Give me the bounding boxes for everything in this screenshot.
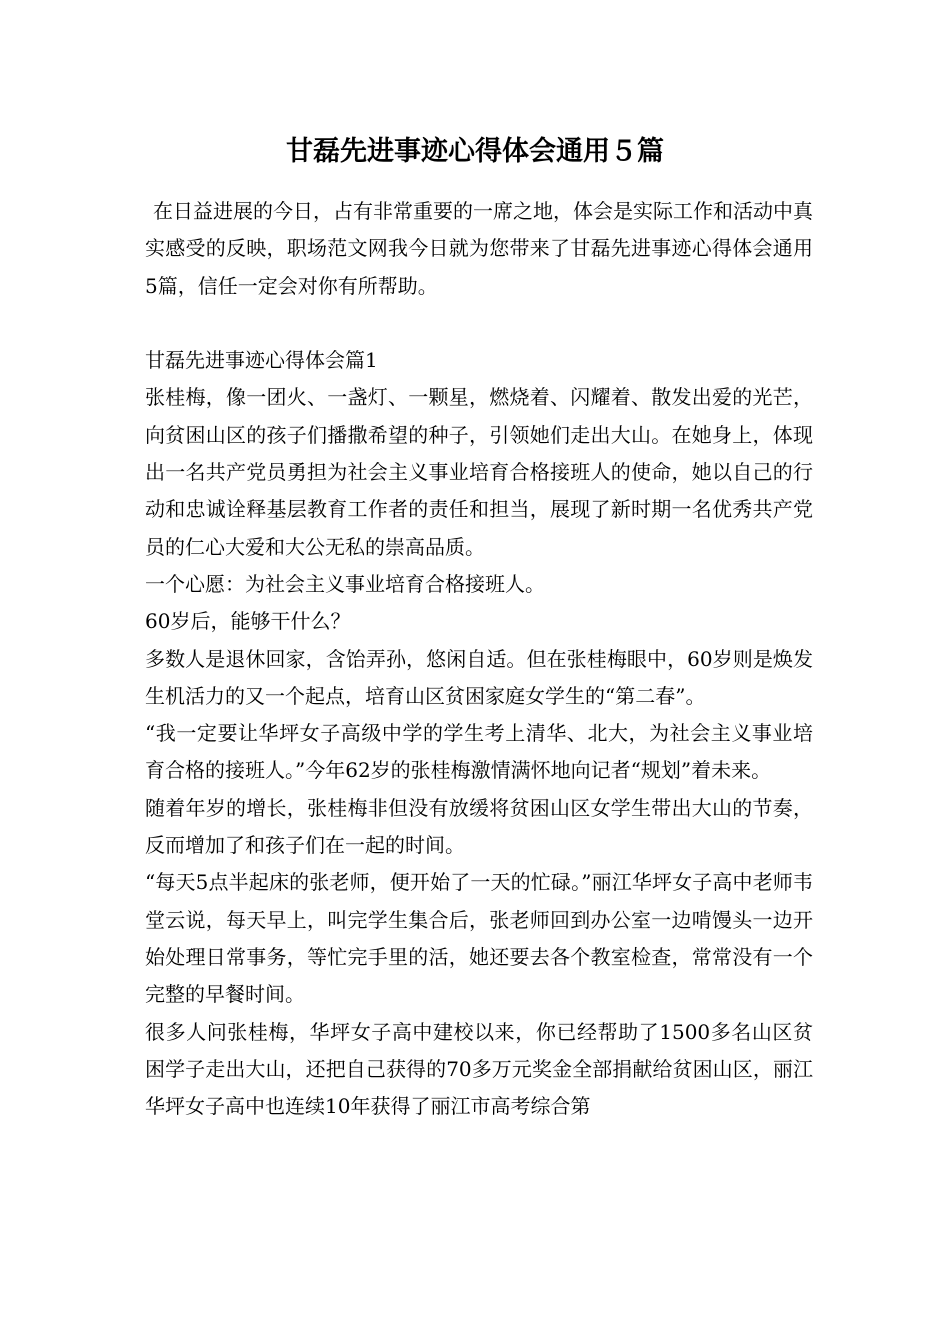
body-paragraph: 一个心愿：为社会主义事业培育合格接班人。 bbox=[145, 571, 545, 596]
intro-paragraph: 在日益进展的今日，占有非常重要的一席之地，体会是实际工作和活动中真实感受的反映，职场范文网我今日就为您带来了甘磊先进事迹心得体会通用5篇，信任一定会对你有所帮助。 bbox=[145, 199, 813, 298]
body-paragraph: 多数人是退休回家，含饴弄孙，悠闲自适。但在张桂梅眼中，60岁则是焕发生机活力的又一个起点，培育山区贫困家庭女学生的“第二春”。 bbox=[145, 646, 813, 708]
section-heading: 甘磊先进事迹心得体会篇1 bbox=[145, 348, 378, 373]
body-paragraph: 很多人问张桂梅，华坪女子高中建校以来，你已经帮助了1500多名山区贫困学子走出大山，还把自己获得的70多万元奖金全部捐献给贫困山区，丽江华坪女子高中也连续10年获得了丽江市高考综合第 bbox=[145, 1019, 813, 1119]
body-paragraph: 60岁后，能够干什么？ bbox=[145, 609, 351, 634]
body-paragraph: 张桂梅，像一团火、一盏灯、一颗星，燃烧着、闪耀着、散发出爱的光芒，向贫困山区的孩子们播撒希望的种子，引领她们走出大山。在她身上，体现出一名共产党员勇担为社会主义事业培育合格接班人的使命，她以自己的行动和忠诚诠释基层教育工作者的责任和担当，展现了新时期一名优秀共产党员的仁心大爱和大公无私的崇高品质。 bbox=[145, 385, 813, 559]
document-title: 甘磊先进事迹心得体会通用５篇 bbox=[286, 136, 664, 167]
paragraph-spacer bbox=[145, 305, 813, 342]
body-paragraph: 随着年岁的增长，张桂梅非但没有放缓将贫困山区女学生带出大山的节奏，反而增加了和孩子们在一起的时间。 bbox=[145, 795, 813, 858]
body-paragraph: “每天5点半起床的张老师，便开始了一天的忙碌。”丽江华坪女子高中老师韦堂云说，每天早上，叫完学生集合后，张老师回到办公室一边啃馒头一边开始处理日常事务，等忙完手里的活，她还要去各个教室检查，常常没有一个完整的早餐时间。 bbox=[145, 870, 813, 1007]
body-paragraph: “我一定要让华坪女子高级中学的学生考上清华、北大，为社会主义事业培育合格的接班人。”今年62岁的张桂梅激情满怀地向记者“规划”着未来。 bbox=[145, 721, 813, 783]
document-body bbox=[145, 193, 813, 1125]
